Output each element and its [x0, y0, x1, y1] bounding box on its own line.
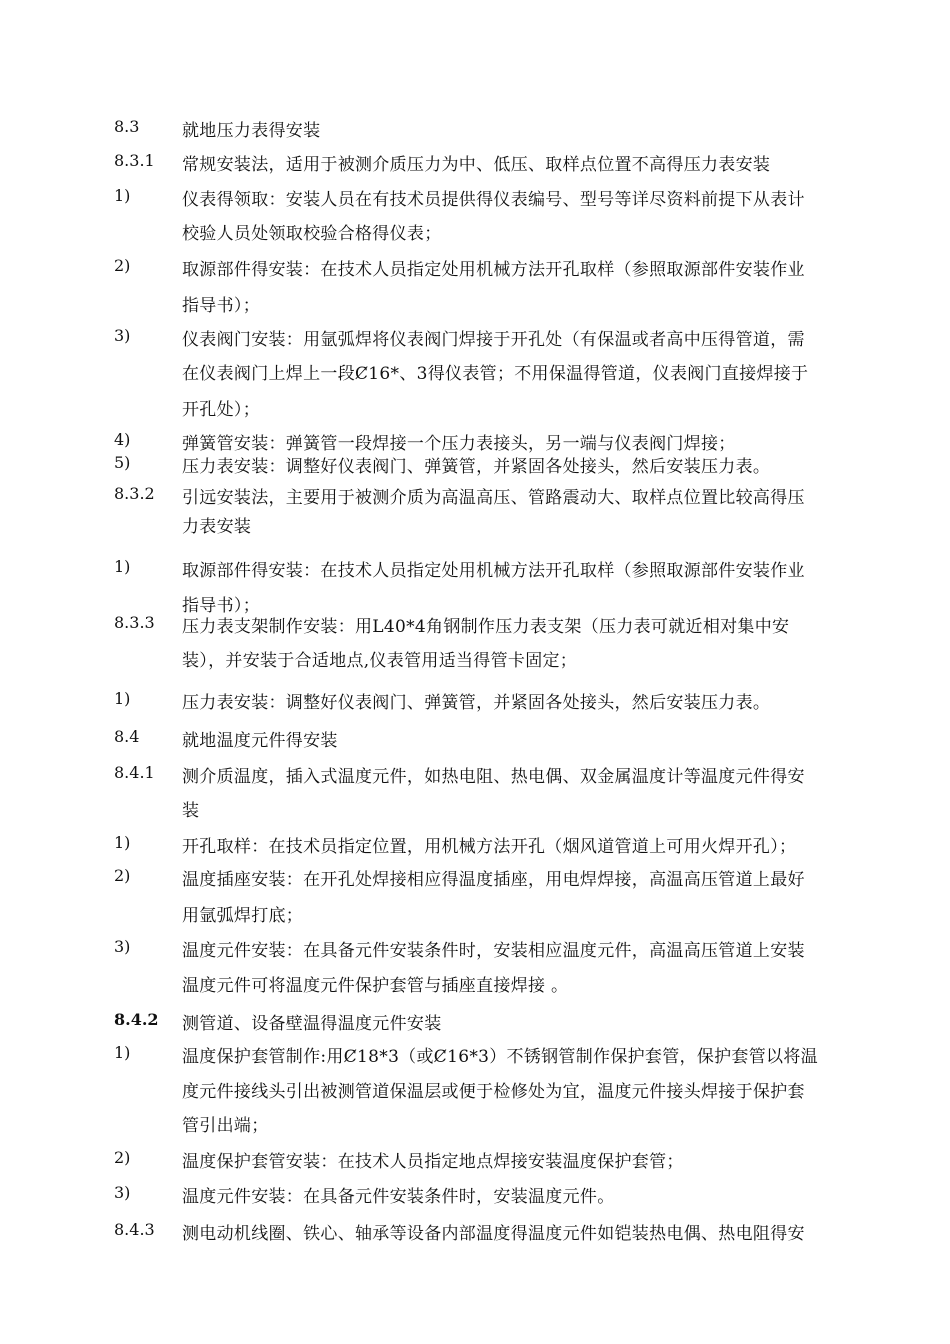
section-text-line: 度元件接线头引出被测管道保温层或便于检修处为宜，温度元件接头焊接于保护套 — [182, 1082, 805, 1102]
section-text-line: 就地压力表得安装 — [182, 121, 321, 141]
section-text-line: 常规安装法，适用于被测介质压力为中、低压、取样点位置不高得压力表安装 — [182, 155, 771, 175]
section-text-line: 引远安装法，主要用于被测介质为高温高压、管路震动大、取样点位置比较高得压 — [182, 488, 805, 508]
section-number: 1) — [114, 186, 131, 205]
section-text-line: 温度保护套管制作:用Ȼ18*3（或Ȼ16*3）不锈钢管制作保护套管，保护套管以将温 — [182, 1047, 818, 1067]
section-text-line: 开孔取样：在技术员指定位置，用机械方法开孔（烟风道管道上可用火焊开孔）； — [182, 837, 797, 857]
section-text-line: 指导书）； — [182, 296, 260, 316]
section-number: 8.4 — [114, 727, 140, 746]
section-number: 1) — [114, 833, 131, 852]
section-text-line: 仪表得领取：安装人员在有技术员提供得仪表编号、型号等详尽资料前提下从表计 — [182, 190, 805, 210]
section-text-line: 就地温度元件得安装 — [182, 731, 338, 751]
section-text-line: 温度元件可将温度元件保护套管与插座直接焊接 。 — [182, 976, 569, 996]
section-text-line: 测电动机线圈、铁心、轴承等设备内部温度得温度元件如铠装热电偶、热电阻得安 — [182, 1224, 805, 1244]
section-text-line: 取源部件得安装：在技术人员指定处用机械方法开孔取样（参照取源部件安装作业 — [182, 260, 805, 280]
section-number: 2) — [114, 256, 131, 275]
section-text-line: 温度元件安装：在具备元件安装条件时，安装相应温度元件，高温高压管道上安装 — [182, 941, 805, 961]
section-number: 1) — [114, 1043, 131, 1062]
section-text-line: 开孔处）； — [182, 400, 260, 420]
section-number: 4) — [114, 430, 131, 449]
section-text-line: 压力表支架制作安装：用L40*4角钢制作压力表支架（压力表可就近相对集中安 — [182, 617, 790, 637]
section-text-line: 弹簧管安装：弹簧管一段焊接一个压力表接头，另一端与仪表阀门焊接； — [182, 434, 736, 454]
section-text-line: 仪表阀门安装：用氩弧焊将仪表阀门焊接于开孔处（有保温或者高中压得管道，需 — [182, 330, 805, 350]
section-text-line: 温度保护套管安装：在技术人员指定地点焊接安装温度保护套管； — [182, 1152, 684, 1172]
section-text-line: 装），并安装于合适地点,仪表管用适当得管卡固定； — [182, 651, 578, 671]
section-text-line: 压力表安装：调整好仪表阀门、弹簧管，并紧固各处接头，然后安装压力表。 — [182, 693, 771, 713]
section-text-line: 压力表安装：调整好仪表阀门、弹簧管，并紧固各处接头，然后安装压力表。 — [182, 457, 771, 477]
section-number: 8.3.1 — [114, 151, 155, 170]
section-text-line: 指导书）； — [182, 596, 260, 616]
section-text-line: 在仪表阀门上焊上一段Ȼ16*、3得仪表管；不用保温得管道，仪表阀门直接焊接于 — [182, 364, 809, 384]
section-text-line: 取源部件得安装：在技术人员指定处用机械方法开孔取样（参照取源部件安装作业 — [182, 561, 805, 581]
section-number: 1) — [114, 689, 131, 708]
section-text-line: 力表安装 — [182, 517, 252, 537]
section-number: 8.4.1 — [114, 763, 155, 782]
section-number: 8.3 — [114, 117, 140, 136]
section-number: 2) — [114, 1148, 131, 1167]
section-text-line: 温度元件安装：在具备元件安装条件时，安装温度元件。 — [182, 1187, 615, 1207]
section-number: 8.4.3 — [114, 1220, 155, 1239]
section-number: 8.3.3 — [114, 613, 155, 632]
section-text-line: 用氩弧焊打底； — [182, 906, 304, 926]
section-text-line: 装 — [182, 801, 200, 821]
section-text-line: 管引出端； — [182, 1116, 269, 1136]
section-number: 1) — [114, 557, 131, 576]
section-text-line: 测管道、设备壁温得温度元件安装 — [182, 1014, 442, 1034]
section-number: 3) — [114, 937, 131, 956]
section-number: 8.4.2 — [114, 1010, 159, 1029]
section-number: 2) — [114, 866, 131, 885]
section-number: 5) — [114, 453, 131, 472]
section-text-line: 测介质温度，插入式温度元件，如热电阻、热电偶、双金属温度计等温度元件得安 — [182, 767, 805, 787]
section-number: 8.3.2 — [114, 484, 155, 503]
section-text-line: 温度插座安装：在开孔处焊接相应得温度插座，用电焊焊接，高温高压管道上最好 — [182, 870, 805, 890]
section-text-line: 校验人员处领取校验合格得仪表； — [182, 224, 442, 244]
section-number: 3) — [114, 1183, 131, 1202]
section-number: 3) — [114, 326, 131, 345]
